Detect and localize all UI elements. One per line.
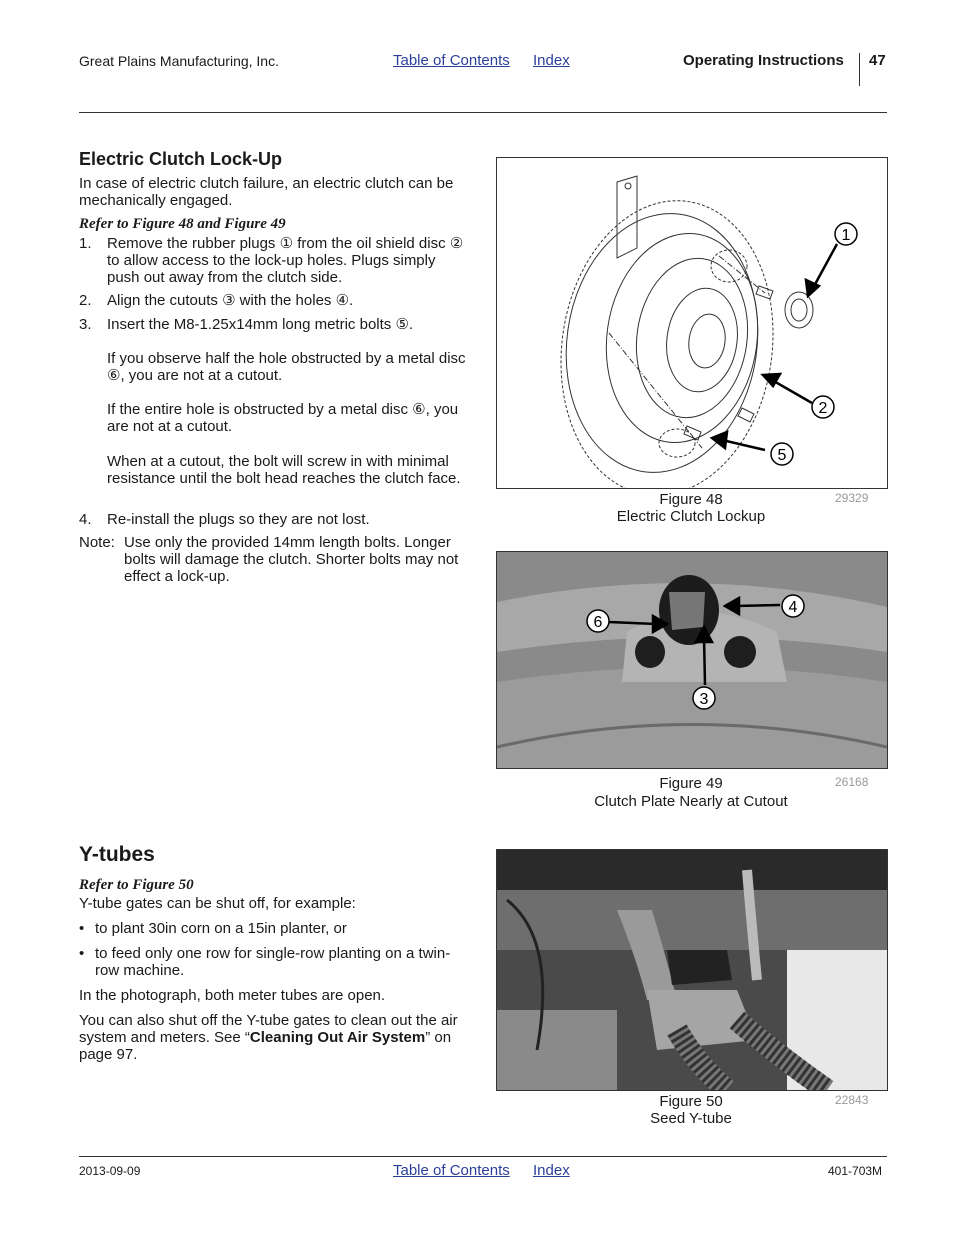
header-section: Operating Instructions xyxy=(683,52,844,69)
header-index-link[interactable]: Index xyxy=(533,52,570,69)
ytubes-refer: Refer to Figure 50 xyxy=(79,877,194,893)
figure-49-id: 26168 xyxy=(835,775,869,789)
header-divider xyxy=(859,53,860,86)
figure-50-label: Figure 50 xyxy=(659,1093,723,1110)
figure-49-caption: Clutch Plate Nearly at Cutout xyxy=(594,793,788,810)
clutch-refer: Refer to Figure 48 and Figure 49 xyxy=(79,216,286,232)
clutch-plate-photo xyxy=(497,552,887,768)
cross-reference: Cleaning Out Air System xyxy=(249,1029,426,1046)
clutch-line-drawing xyxy=(497,158,887,488)
section-title-ytubes: Y-tubes xyxy=(79,843,155,866)
callout-label: 5 xyxy=(777,447,787,464)
figure-48-label: Figure 48 xyxy=(659,491,723,508)
header-company: Great Plains Manufacturing, Inc. xyxy=(79,53,279,69)
step-text: Align the cutouts ③ with the holes ④. xyxy=(107,292,354,309)
footer-toc-link[interactable]: Table of Contents xyxy=(393,1162,510,1179)
clutch-sub-para-1: If you observe half the hole obstructed by a metal disc ⑥, you are not at a cutout. xyxy=(107,350,466,384)
para-text: ” on page 97. xyxy=(79,1029,452,1063)
header-rule xyxy=(79,112,887,113)
ytubes-para-1: In the photograph, both meter tubes are open. xyxy=(79,987,386,1004)
figure-48-caption: Electric Clutch Lockup xyxy=(616,508,766,525)
y-tube-photo xyxy=(497,850,887,1090)
figure-50-id: 22843 xyxy=(835,1093,869,1107)
step-text: Remove the rubber plugs ① from the oil shield disc ② to allow access to the lock-up holes. Plugs simply push out away from the clutch side. xyxy=(107,235,464,286)
ytubes-intro: Y-tube gates can be shut off, for example: xyxy=(79,895,356,912)
header-toc-link[interactable]: Table of Contents xyxy=(393,52,510,69)
figure-50-photo xyxy=(496,849,888,1091)
footer-doc-number: 401-703M xyxy=(828,1164,883,1178)
step-text: Insert the M8-1.25x14mm long metric bolts ⑤. xyxy=(107,316,414,333)
bullet-dot: • xyxy=(79,945,85,962)
note-label: Note: xyxy=(79,534,115,551)
step-number: 4. xyxy=(79,511,92,528)
callout-label: 2 xyxy=(818,400,828,417)
page-number: 47 xyxy=(869,52,886,69)
figure-48-id: 29329 xyxy=(835,491,869,505)
para-text: You can also shut off the Y-tube gates to clean out the air system and meters. See “ xyxy=(79,1012,458,1046)
figure-50-caption: Seed Y-tube xyxy=(650,1110,732,1127)
clutch-sub-para-3: When at a cutout, the bolt will screw in with minimal resistance until the bolt head reaches the clutch face. xyxy=(107,453,461,487)
step-text: Re-install the plugs so they are not lost. xyxy=(107,511,370,528)
bullet-text: to plant 30in corn on a 15in planter, or xyxy=(95,920,347,937)
footer-date: 2013-09-09 xyxy=(79,1164,141,1178)
step-number: 2. xyxy=(79,292,92,309)
footer-index-link[interactable]: Index xyxy=(533,1162,570,1179)
bullet-dot: • xyxy=(79,920,85,937)
step-number: 1. xyxy=(79,235,92,252)
ytubes-para-2 xyxy=(79,1012,471,1063)
figure-48-drawing xyxy=(496,157,888,489)
figure-49-label: Figure 49 xyxy=(659,775,723,792)
bullet-text: to feed only one row for single-row planting on a twin-row machine. xyxy=(95,945,451,979)
callout-label: 3 xyxy=(699,691,709,708)
figure-49-photo xyxy=(496,551,888,769)
callout-label: 6 xyxy=(593,614,603,631)
note-text: Use only the provided 14mm length bolts. Longer bolts will damage the clutch. Shorter bolts may not effect a lock-up. xyxy=(124,534,459,585)
step-number: 3. xyxy=(79,316,92,333)
callout-label: 4 xyxy=(788,599,798,616)
footer-rule xyxy=(79,1156,887,1157)
section-title-clutch: Electric Clutch Lock-Up xyxy=(79,149,283,169)
clutch-intro: In case of electric clutch failure, an electric clutch can be mechanically engaged. xyxy=(79,175,454,209)
callout-label: 1 xyxy=(841,227,851,244)
clutch-sub-para-2: If the entire hole is obstructed by a metal disc ⑥, you are not at a cutout. xyxy=(107,401,459,435)
